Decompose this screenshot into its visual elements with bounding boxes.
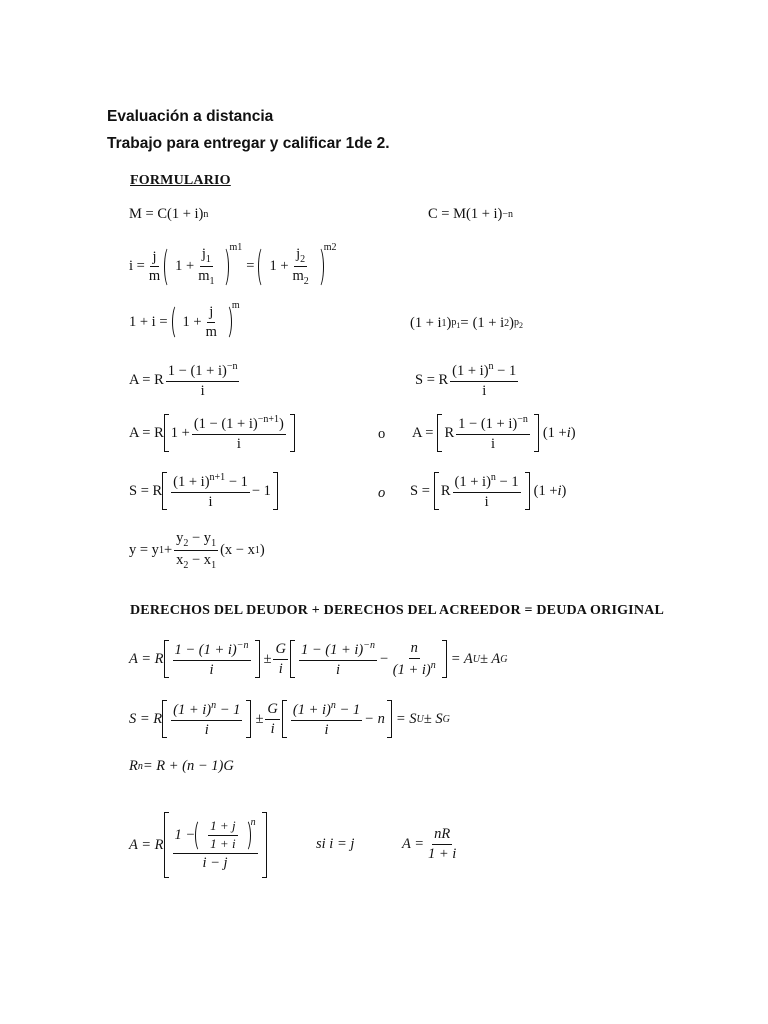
section-derechos: DERECHOS DEL DEUDOR + DERECHOS DEL ACREEDOR = DEUDA ORIGINAL [130, 603, 664, 618]
formula-renta-n: R n = R + (n − 1)G [129, 758, 234, 774]
formula-gradiente-caso-especial: A = nR 1 + i [402, 826, 457, 862]
formula-gradiente-geometrico: A = R 1 − 1 + j 1 + i $^n$ i − j [129, 812, 267, 878]
document-subtitle: Trabajo para entregar y calificar 1de 2. [107, 135, 390, 152]
formula-valor-presente-anticipada: A = R 1 + $(1 - (1 + i)^{-n+1})$ i [129, 414, 295, 452]
formula-gradiente-monto: S = R $(1 + i)^n - 1$ i ± G i $(1 + i)^n - 1$ i − n = S U ± S G [129, 700, 450, 738]
condition-si-i-igual-j: si i = j [316, 836, 355, 852]
connector-o-1: o [378, 426, 386, 442]
formula-tasa-equivalente: i = j m 1 + $j_1$ $m_1$ $^{m1}$ = 1 + $j_2$ $m_2$ $^{m2}$ [129, 242, 337, 288]
formula-tasas-periodicas: (1 + i 1 ) $p_1$ = (1 + i 2 ) $p_2$ [410, 315, 523, 331]
connector-o-2: o [378, 485, 386, 501]
formula-capital: C = M(1 + i) −n [428, 206, 513, 222]
formula-monto: M = C(1 + i) n [129, 206, 209, 222]
formula-monto-anticipada: S = R $(1 + i)^{n+1} - 1$ i − 1 [129, 472, 278, 510]
formula-monto-anualidad: S = R $(1 + i)^n - 1$ i [415, 361, 517, 399]
formula-monto-anticipada-alt: S = R $(1 + i)^n - 1$ i (1 + i ) [410, 472, 567, 510]
document-title: Evaluación a distancia [107, 108, 274, 125]
formula-valor-presente-anticipada-alt: A = R $1 - (1 + i)^{-n}$ i (1 + i ) [412, 414, 576, 452]
formula-valor-presente: A = R $1 - (1 + i)^{-n}$ i [129, 361, 238, 399]
formula-interpolacion: y = y 1 + $y_2 - y_1$ $x_2 - x_1$ (x − x 1 ) [129, 530, 265, 572]
section-formulario: FORMULARIO [130, 173, 231, 188]
formula-gradiente-valor-presente: A = R $1 - (1 + i)^{-n}$ i ± G i $1 - (1 + i)^{-n}$ i − n $(1 + i)^n$ = A U ± A G [129, 640, 508, 678]
formula-tasa-efectiva: 1 + i = 1 + j m $^m$ [129, 300, 240, 340]
